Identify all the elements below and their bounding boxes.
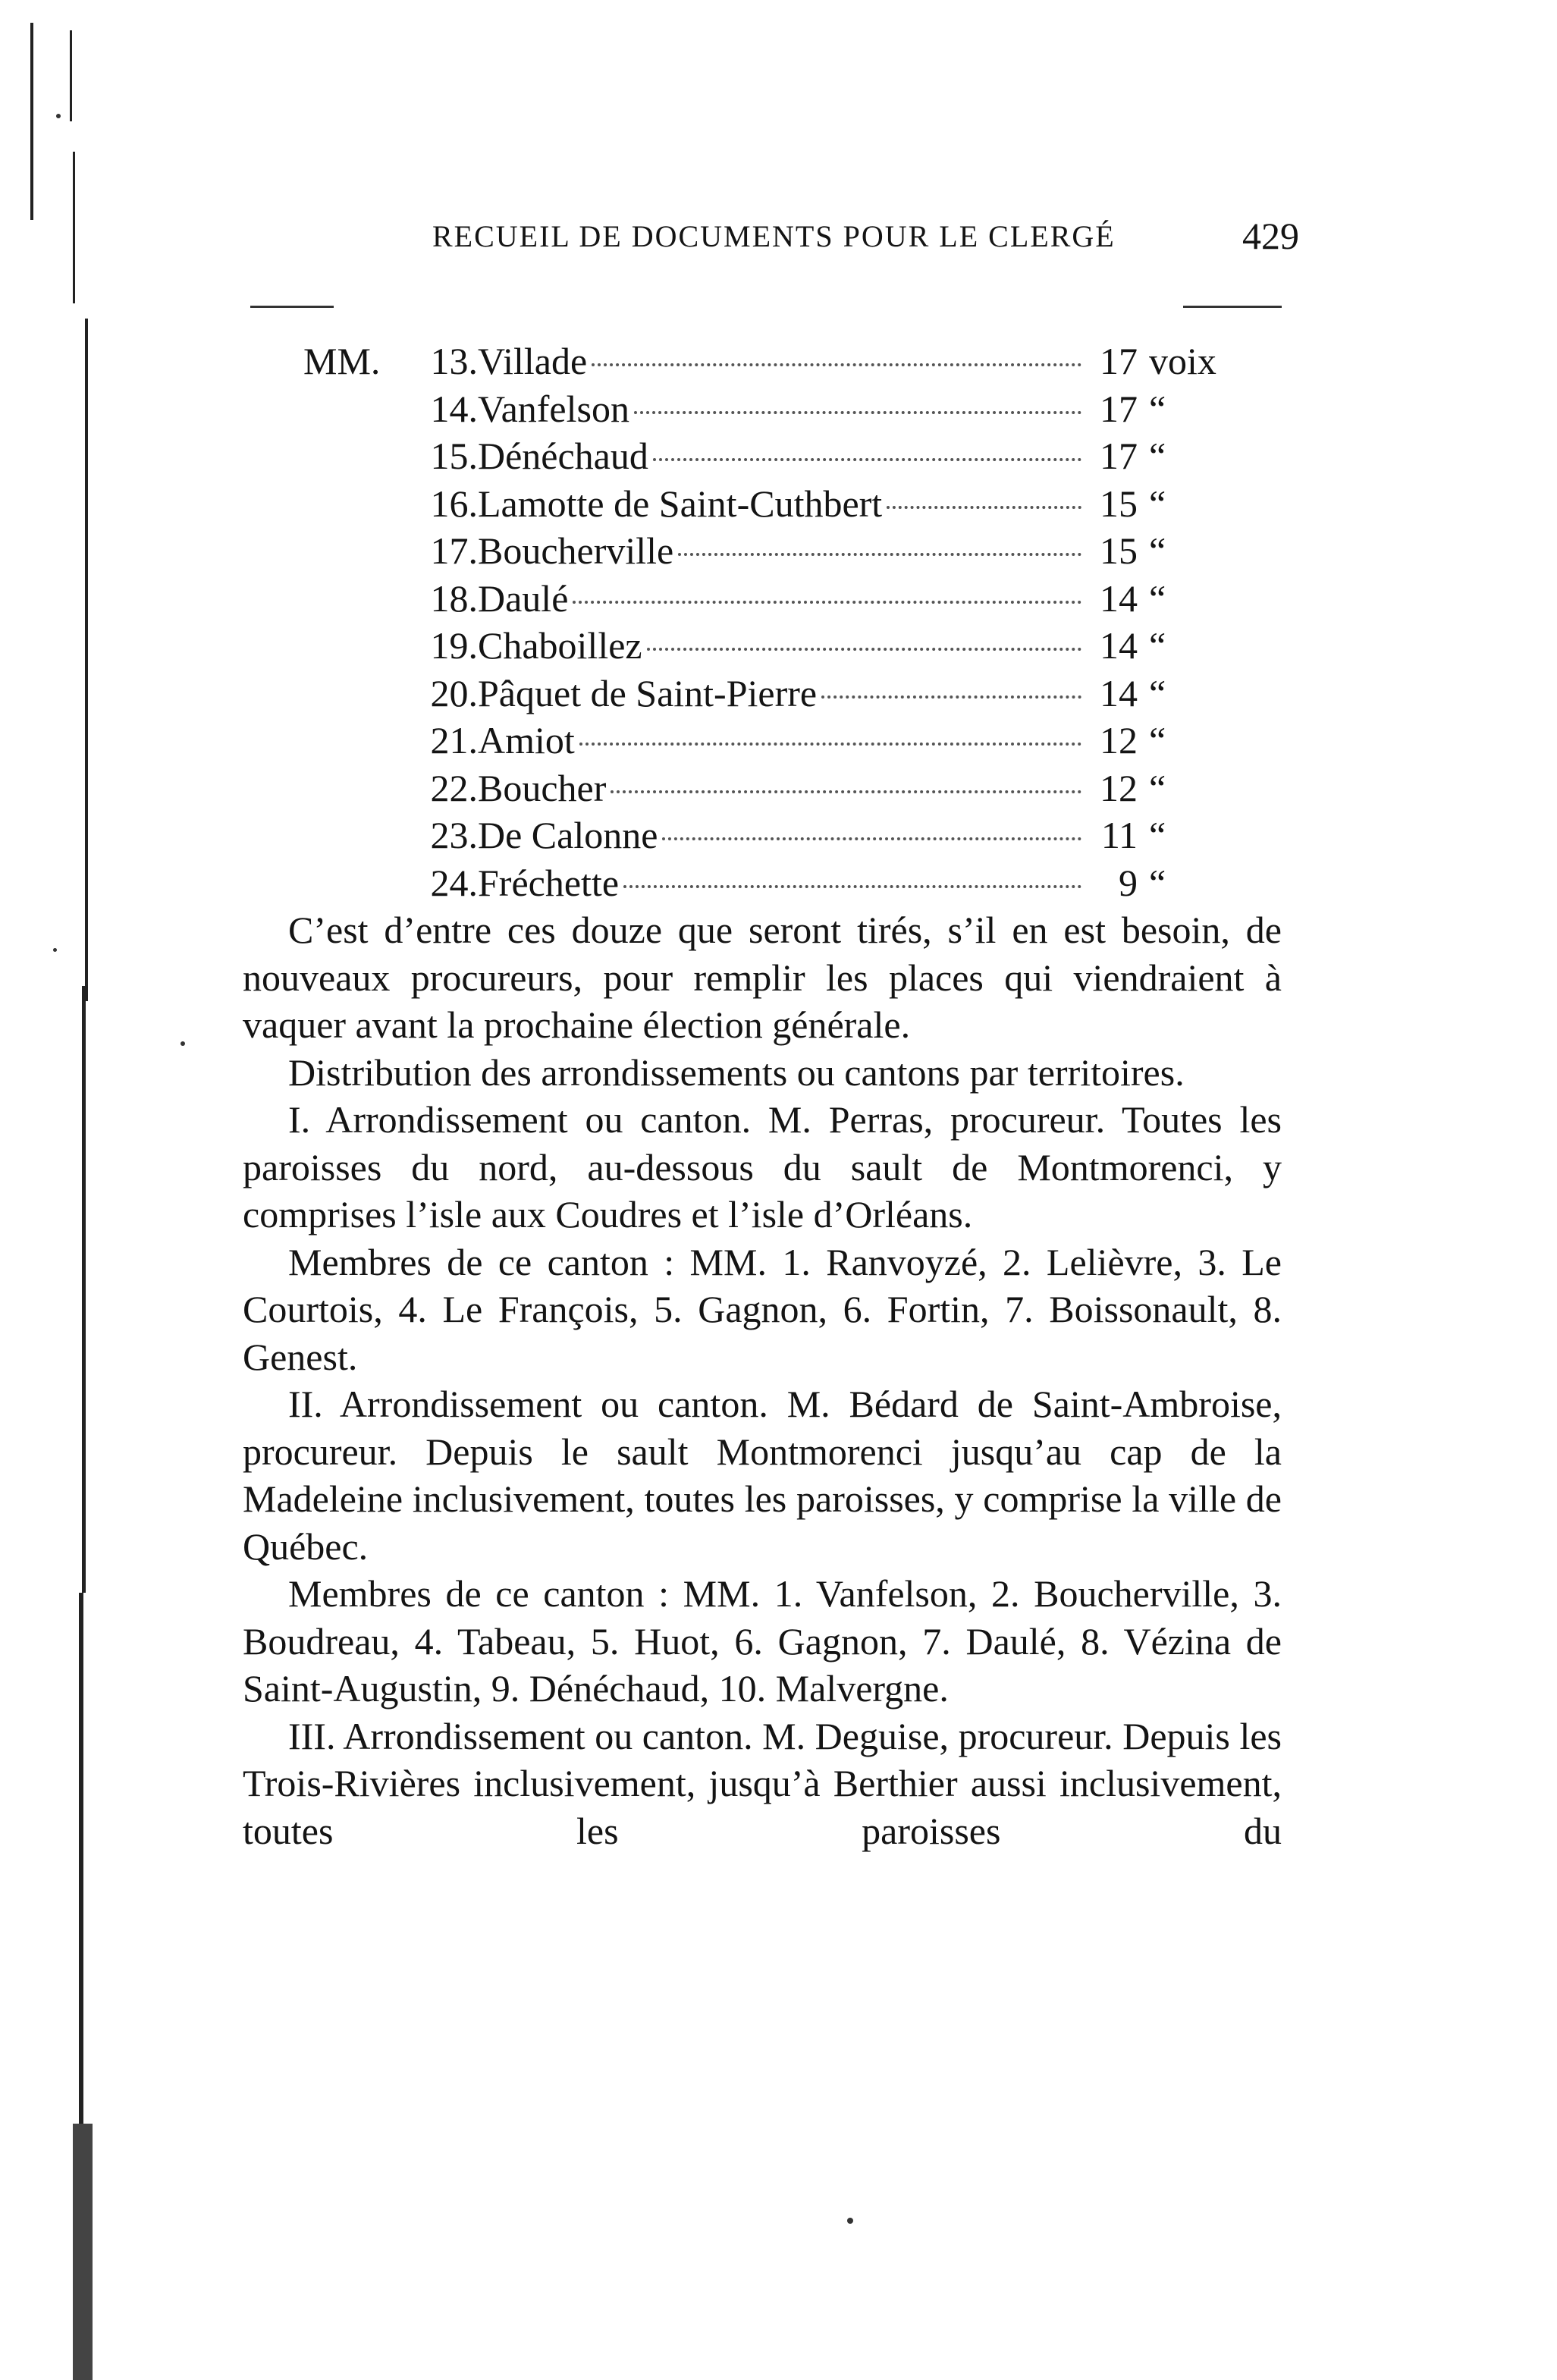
row-entry bbox=[472, 670, 1086, 717]
row-number: 21. bbox=[430, 719, 478, 761]
header-rule-left bbox=[250, 306, 334, 308]
row-entry bbox=[472, 765, 1086, 812]
ditto-mark: “ bbox=[1149, 766, 1166, 809]
paragraph: II. Arrondissement ou canton. M. Bédard de Saint-Ambroise, procureur. Depuis le sault Montmorenci jusqu’au cap de la Madeleine inclusivement, toutes les paroisses, y comprise la ville de Québec. bbox=[243, 1383, 1282, 1568]
row-name: Chaboillez bbox=[478, 624, 642, 667]
ditto-mark: “ bbox=[1149, 671, 1166, 714]
page-number: 429 bbox=[1242, 215, 1299, 257]
row-entry bbox=[472, 432, 1086, 480]
dot-leader bbox=[573, 601, 1081, 604]
row-name: Daulé bbox=[478, 576, 569, 620]
paragraph: C’est d’entre ces douze que seront tirés, s’il en est besoin, de nouveaux procureurs, pour remplir les places qui viendraient à vaquer avant la prochaine élection générale. bbox=[243, 909, 1282, 1046]
list-row bbox=[303, 812, 1244, 859]
row-unit: voix bbox=[1149, 340, 1216, 382]
row-number: 17. bbox=[430, 529, 478, 572]
scan-margin bbox=[0, 0, 114, 2380]
row-votes: 14 bbox=[1100, 624, 1138, 667]
row-entry bbox=[472, 717, 1086, 765]
row-entry bbox=[472, 527, 1086, 575]
list-row bbox=[303, 432, 1244, 480]
paragraph: I. Arrondissement ou canton. M. Perras, procureur. Toutes les paroisses du nord, au-dessous du sault de Montmorenci, y comprises l’isle aux Coudres et l’isle d’Orléans. bbox=[243, 1098, 1282, 1236]
paragraph: Membres de ce canton : MM. 1. Ranvoyzé, 2. Lelièvre, 3. Le Courtois, 4. Le François, 5. Gagnon, 6. Fortin, 7. Boissonault, 8. Genest. bbox=[243, 1240, 1282, 1378]
row-votes: 17 bbox=[1100, 387, 1138, 430]
list-row bbox=[303, 385, 1244, 433]
ditto-mark: “ bbox=[1149, 814, 1166, 856]
row-votes: 17 bbox=[1100, 340, 1138, 382]
list-row bbox=[303, 575, 1244, 623]
dot-leader bbox=[647, 648, 1081, 651]
dot-leader bbox=[887, 506, 1081, 509]
row-entry bbox=[472, 338, 1086, 385]
row-votes: 15 bbox=[1100, 529, 1138, 572]
row-entry bbox=[472, 385, 1086, 433]
row-votes: 15 bbox=[1100, 482, 1138, 525]
row-number: 15. bbox=[430, 435, 478, 477]
dot-leader bbox=[662, 837, 1081, 840]
footer-speck bbox=[847, 2218, 853, 2224]
row-votes: 11 bbox=[1100, 814, 1138, 856]
row-name: Boucherville bbox=[478, 529, 674, 572]
row-number: 20. bbox=[430, 671, 478, 714]
row-number: 16. bbox=[430, 482, 478, 525]
paragraph: Distribution des arrondissements ou cantons par territoires. bbox=[288, 1050, 1185, 1094]
ditto-mark: “ bbox=[1149, 482, 1166, 525]
dot-leader bbox=[579, 743, 1081, 746]
row-entry bbox=[472, 480, 1086, 528]
dot-leader bbox=[653, 458, 1081, 461]
row-entry bbox=[472, 859, 1086, 907]
row-entry bbox=[472, 575, 1086, 623]
running-header bbox=[250, 215, 1299, 264]
row-votes: 12 bbox=[1100, 719, 1138, 761]
row-votes: 14 bbox=[1100, 576, 1138, 620]
row-name: De Calonne bbox=[478, 814, 658, 856]
row-name: Pâquet de Saint-Pierre bbox=[478, 671, 818, 714]
row-number: 22. bbox=[430, 766, 478, 809]
row-votes: 9 bbox=[1119, 861, 1138, 904]
ditto-mark: “ bbox=[1149, 861, 1166, 904]
row-votes: 17 bbox=[1100, 435, 1138, 477]
ditto-mark: “ bbox=[1149, 624, 1166, 667]
list-row bbox=[303, 717, 1244, 765]
row-name: Vanfelson bbox=[478, 387, 629, 430]
list-row bbox=[303, 622, 1244, 670]
list-row bbox=[303, 859, 1244, 907]
row-votes: 12 bbox=[1100, 766, 1138, 809]
row-number: 13. bbox=[430, 340, 478, 382]
paragraph: Membres de ce canton : MM. 1. Vanfelson, 2. Boucherville, 3. Boudreau, 4. Tabeau, 5. Huot, 6. Gagnon, 7. Daulé, 8. Vézina de Saint-Augustin, 9. Dénéchaud, 10. Malvergne. bbox=[243, 1572, 1282, 1710]
ditto-mark: “ bbox=[1149, 387, 1166, 430]
row-number: 14. bbox=[430, 387, 478, 430]
row-entry bbox=[472, 622, 1086, 670]
paragraph: III. Arrondissement ou canton. M. Deguise, procureur. Depuis les Trois-Rivières inclusivement, jusqu’à Berthier aussi inclusivement, toutes les paroisses du bbox=[243, 1714, 1282, 1852]
list-row bbox=[303, 670, 1244, 717]
dot-leader bbox=[634, 411, 1081, 414]
row-number: 19. bbox=[430, 624, 478, 667]
row-name: Amiot bbox=[478, 719, 575, 761]
row-name: Dénéchaud bbox=[478, 435, 648, 477]
row-number: 18. bbox=[430, 576, 478, 620]
vote-list bbox=[303, 338, 1244, 906]
ditto-mark: “ bbox=[1149, 576, 1166, 620]
row-votes: 14 bbox=[1100, 671, 1138, 714]
row-name: Villade bbox=[478, 340, 588, 382]
list-prefix: MM. bbox=[303, 340, 381, 382]
list-row bbox=[303, 480, 1244, 528]
ditto-mark: “ bbox=[1149, 719, 1166, 761]
row-number: 23. bbox=[430, 814, 478, 856]
dot-leader bbox=[623, 885, 1081, 888]
row-name: Fréchette bbox=[478, 861, 620, 904]
dot-leader bbox=[821, 695, 1081, 699]
body-text bbox=[243, 906, 1282, 1854]
list-row bbox=[303, 765, 1244, 812]
header-rule-right bbox=[1183, 306, 1282, 308]
row-name: Lamotte de Saint-Cuthbert bbox=[478, 482, 883, 525]
ditto-mark: “ bbox=[1149, 529, 1166, 572]
row-name: Boucher bbox=[478, 766, 607, 809]
list-row bbox=[303, 338, 1244, 385]
dot-leader bbox=[611, 790, 1081, 793]
ditto-mark: “ bbox=[1149, 435, 1166, 477]
row-number: 24. bbox=[430, 861, 478, 904]
running-title: RECUEIL DE DOCUMENTS POUR LE CLERGÉ bbox=[432, 219, 1116, 253]
list-row bbox=[303, 527, 1244, 575]
dot-leader bbox=[678, 553, 1081, 556]
row-entry bbox=[472, 812, 1086, 859]
dot-leader bbox=[592, 363, 1081, 366]
